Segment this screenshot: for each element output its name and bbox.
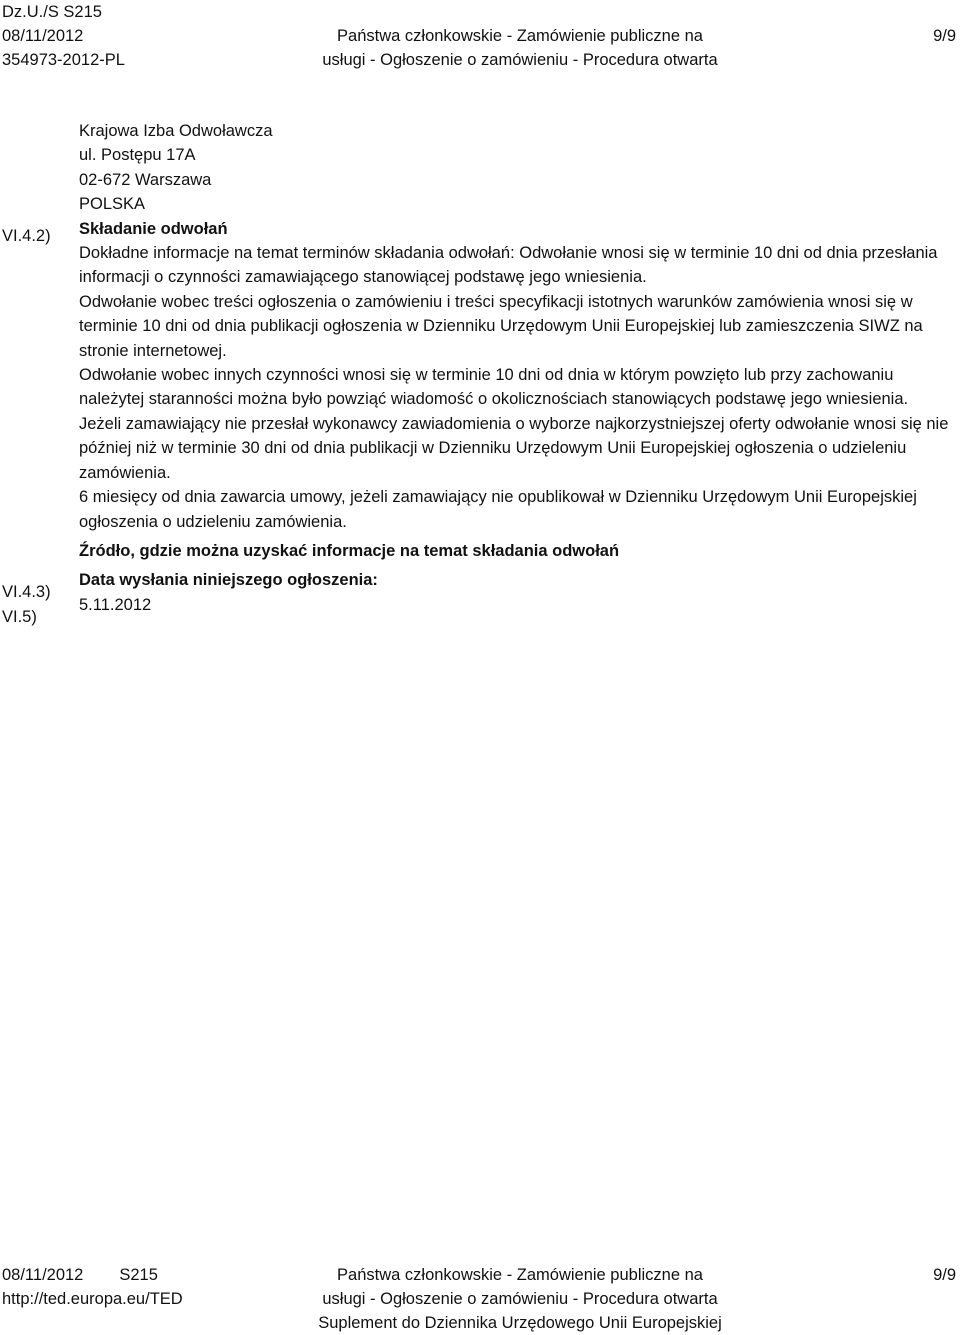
appeals-heading: Składanie odwołań [79,219,228,238]
footer-title-line3: Suplement do Dziennika Urzędowego Unii Europejskiej [318,1314,722,1332]
appeals-paragraph: Dokładne informacje na temat terminów składania odwołań: Odwołanie wnosi się w terminie 10 dni od dnia przesłania informacji o czynności zamawiającego stanowiącej podstawę jego wniesienia. [79,244,938,287]
footer-page: 9/9 [933,1266,956,1284]
section-number-vi-4-2: VI.4.2) [2,227,51,245]
appeals-paragraph: Jeżeli zamawiający nie przesłał wykonawcy zawiadomienia o wyborze najkorzystniejszej oferty odwołanie wnosi się nie później niż w terminie 30 dni od dnia publikacji w Dzienniku Urzędowym Unii Europejskiej ogłoszenia o udzieleniu zamówienia. [79,414,949,482]
dispatch-date: 5.11.2012 [79,595,152,614]
header-title-line1: Państwa członkowskie - Zamówienie publiczne na [337,27,703,45]
footer-title [310,1263,730,1335]
appeals-paragraph: Odwołanie wobec treści ogłoszenia o zamówieniu i treści specyfikacji istotnych warunków zamówienia wnosi się w terminie 10 dni od dnia publikacji ogłoszenia w Dzienniku Urzędowym Unii Europejskiej lub zamieszczenia SIWZ na stronie internetowej. [79,292,923,360]
appeals-paragraph: 6 miesięcy od dnia zawarcia umowy, jeżeli zamawiający nie opublikował w Dzienniku Urzędowym Unii Europejskiej ogłoszenia o udzieleniu zamówienia. [79,488,917,531]
doc-id: 354973-2012-PL [2,51,125,69]
header-title [310,24,730,72]
footer-left [2,1263,183,1311]
section-number-vi-5: VI.5) [2,608,37,626]
address-line: POLSKA [79,195,146,214]
main-content [79,119,959,617]
section-number-vi-4-3: VI.4.3) [2,583,51,601]
header-date: 08/11/2012 [2,27,84,45]
address-line: 02-672 Warszawa [79,170,212,189]
address-line: Krajowa Izba Odwoławcza [79,122,273,140]
address-line: ul. Postępu 17A [79,146,196,165]
footer-title-line2: usługi - Ogłoszenie o zamówieniu - Procedura otwarta [322,1290,718,1308]
footer-title-line1: Państwa członkowskie - Zamówienie publiczne na [337,1266,703,1284]
header-left [2,0,125,72]
source-heading: Źródło, gdzie można uzyskać informacje na temat składania odwołań [79,541,620,560]
dispatch-heading: Data wysłania niniejszego ogłoszenia: [79,571,378,590]
appeals-paragraph: Odwołanie wobec innych czynności wnosi się w terminie 10 dni od dnia w którym powzięto lub przy zachowaniu należytej staranności można było powziąć wiadomość o okolicznościach stanowiących podstawę jego wniesienia. [79,366,909,409]
header-title-line2: usługi - Ogłoszenie o zamówieniu - Procedura otwarta [322,51,718,69]
footer-url[interactable]: http://ted.europa.eu/TED [2,1290,183,1308]
footer-series: S215 [119,1266,158,1284]
journal-ref: Dz.U./S S215 [2,3,102,21]
footer-date: 08/11/2012 [2,1266,84,1284]
header-page: 9/9 [933,27,956,45]
